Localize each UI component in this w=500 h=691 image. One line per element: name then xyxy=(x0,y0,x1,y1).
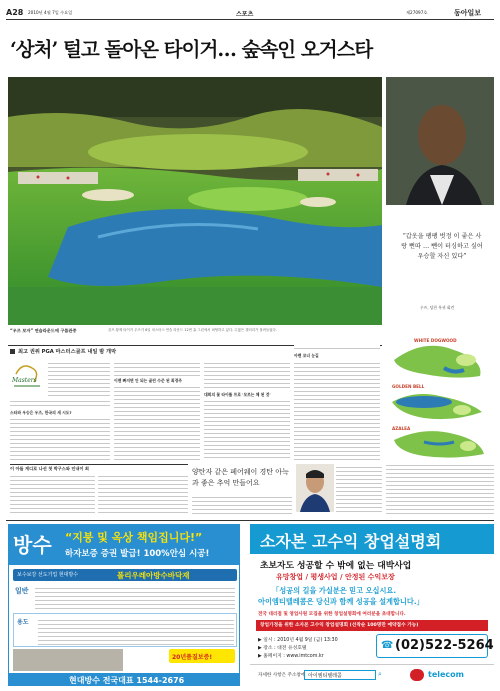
article-column-2b xyxy=(114,384,200,460)
ad-left xyxy=(8,524,240,686)
ad-right-line1: 「성공의 길을 가실분은 믿고 오십시요. xyxy=(272,586,397,595)
ad-right-search-text: 아이엠티텔레콤 xyxy=(308,673,342,679)
ad-right-place: ▶ 장소 : 대전 유성호텔 xyxy=(258,646,307,651)
portrait-quote: “갑옷을 팽팽 벗정 이 좋은 사랑 뻔따 … 뺀이 터싱하고 싶어 우승할 자신 있다” xyxy=(401,233,483,260)
ad-left-usage-list xyxy=(38,617,234,645)
article-column-1c xyxy=(10,416,110,460)
article-column-5 xyxy=(386,462,494,516)
ad-right-lead: 초보자도 성공할 수 밖에 없는 대박사업 xyxy=(260,561,412,571)
search-icon: ⌕ xyxy=(378,670,382,678)
ad-right-title: 소자본 고수익 창업설명회 xyxy=(260,532,442,551)
ad-left-badge xyxy=(169,649,235,663)
ad-right-bar xyxy=(256,620,488,631)
ad-left-brand: 방수 xyxy=(13,533,52,557)
section-name: 스포츠 xyxy=(236,11,254,18)
masthead xyxy=(6,8,494,18)
article-column-1e xyxy=(98,473,188,515)
paper-name: 동아일보 xyxy=(454,9,482,17)
sub-heading-marker xyxy=(10,349,15,354)
main-headline: ‘상처’ 털고 돌아온 타이거… 숲속인 오거스타 xyxy=(10,38,373,61)
photo-caption-title: “우즈 보자” 연습라운드에 구름관중 xyxy=(10,328,77,333)
ad-right-logo: telecom xyxy=(428,670,464,679)
ad-left-company: 폴리우레아방수바닥재 xyxy=(117,571,190,580)
pull-quote: 양탄자 같은 페어웨이 경탄 아늑과 좋은 추억 만들어요 xyxy=(192,468,289,487)
ads-top-rule xyxy=(6,520,494,521)
article-q4: 아멘 코너 눈길 xyxy=(294,353,319,358)
issue-date: 2010년 4월 7일 수요일 xyxy=(28,10,73,15)
article-column-3a xyxy=(204,360,290,390)
ad-left-company-bar xyxy=(13,569,237,581)
article-bottom-left-head: 이 아들 게디로 나선 첫 박구스와 인내이 최 xyxy=(10,464,188,472)
golf-course-image xyxy=(8,77,382,325)
ad-left-title: “지붕 및 옥상 책임집니다!” xyxy=(65,531,203,544)
masters-logo-text: Masters xyxy=(12,377,37,384)
sub-heading-text: 최고 권위 PGA 마스터스골프 내일 밤 개막 xyxy=(18,349,117,355)
page-number: A28 xyxy=(6,8,24,17)
ad-left-info xyxy=(35,585,235,609)
article-column-3b xyxy=(204,398,290,460)
article-q2: 이젠 빠지면 안 되는 골린 수준 된 최경주 xyxy=(114,378,182,383)
article-column-1a xyxy=(48,360,110,396)
portrait-credit: 우즈, 당찬 복귀 회견 xyxy=(420,305,455,310)
ad-left-company-label: 보수보강 선도기업 현대방수 xyxy=(17,572,79,578)
ad-right-phone: (02)522-5264 xyxy=(395,638,494,653)
article-q1: 스타와 우승은 우즈, 한국의 새 시도? xyxy=(10,410,72,415)
ad-right-features: 유망창업 / 평생사업 / 안정된 수익보장 xyxy=(276,573,395,581)
ad-left-badge-text: 20년품질보증! xyxy=(172,654,213,661)
article-q3: 대회의 꽃 타이틀 프로 '모르는 체 된 것' xyxy=(204,392,271,397)
ad-left-footer xyxy=(9,673,240,686)
issue-number: 제27097호 xyxy=(406,10,428,15)
hole-12-map xyxy=(392,394,482,419)
hole-13-map xyxy=(394,431,484,458)
ad-right-phone-box[interactable] xyxy=(376,634,494,658)
portrait-photo xyxy=(386,77,494,205)
photo-caption-bar xyxy=(8,327,382,339)
ad-left-photo xyxy=(13,649,123,671)
ad-right-bar-text: 창업가정을 위한 소자본 고수익 창업설명회 (선착순 100명만 예약접수 가능) xyxy=(260,623,419,628)
ad-right-notice: 전국 대리점 및 영업사원 모집을 위한 창업설명회에 여러분을 초대합니다. xyxy=(258,612,406,617)
ad-left-footer-text: 현대방수 전국대표 1544-2676 xyxy=(69,676,185,685)
player-photo xyxy=(296,464,334,512)
article-column-2a xyxy=(114,360,200,376)
ad-left-subtitle: 하자보증 증권 발급! 100%안심 시공! xyxy=(65,549,210,559)
ad-left-usage-title: 용도 xyxy=(17,619,29,626)
hole-name-13: AZALEA xyxy=(392,426,411,431)
phone-icon: ☎ xyxy=(381,640,394,651)
hole-name-12: GOLDEN BELL xyxy=(392,384,425,389)
imt-logo-icon xyxy=(410,669,424,681)
article-column-1b xyxy=(10,398,110,408)
ad-right-footer-text: 자세한 사항은 주소창에 xyxy=(258,673,306,678)
ad-right-date: ▶ 일시 : 2010년 4월 9일 (금) 13:30 xyxy=(258,638,338,643)
hole-11-map xyxy=(394,346,480,378)
ad-left-usage-box xyxy=(13,613,237,647)
portrait-caption xyxy=(387,207,493,227)
ad-right-search-box[interactable] xyxy=(304,670,376,680)
ad-left-header xyxy=(9,525,240,565)
photo-caption-text: 골프 황제 타이거 우즈가 6일 마스터스 연습 라운드 12번 홀 그린에서 퍼팅하고 있다. 수많은 갤러리가 몰려들었다. xyxy=(108,328,277,332)
ad-right-line2: 아이엠티텔레콤은 당신과 함께 성공을 설계합니다.」 xyxy=(258,597,424,606)
article-column-4a xyxy=(294,345,380,351)
ad-right-footer xyxy=(250,664,494,686)
ad-right xyxy=(250,524,494,686)
masthead-rule xyxy=(6,19,494,20)
hole-name-11: WHITE DOGWOOD xyxy=(414,338,457,343)
main-photo xyxy=(8,77,382,325)
ad-right-web: ▶ 홈페이지 : www.imtcom.kr xyxy=(258,654,324,659)
article-column-3c xyxy=(192,494,292,516)
article-column-4b xyxy=(294,360,380,460)
masters-logo xyxy=(10,360,46,390)
ad-right-header xyxy=(250,524,494,554)
ad-left-info-label: 일반 xyxy=(15,587,29,595)
article-column-4c xyxy=(336,464,382,512)
hole-illustrations xyxy=(384,330,494,460)
article-column-1d xyxy=(10,473,95,515)
